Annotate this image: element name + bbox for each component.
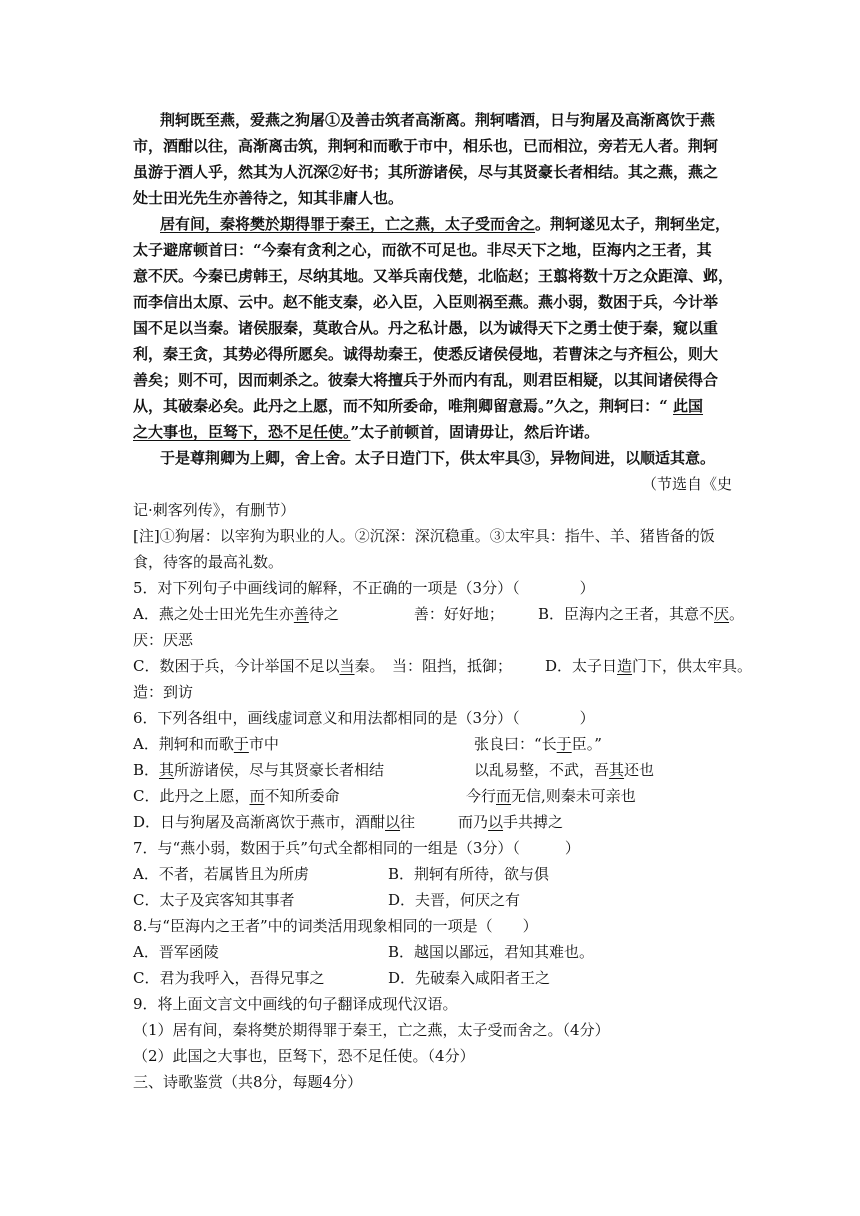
q6-d2-underlined: 以	[488, 813, 504, 831]
q5-b-underlined: 厌	[714, 605, 730, 623]
q5-c-gloss: 秦。 当：阻挡，抵御；	[354, 657, 513, 675]
q7-option-c: C．太子及宾客知其事者	[133, 891, 295, 909]
passage-p2-line2: 太子避席顿首曰：“今秦有贪利之心，而欲不可足也。非尽天下之地，臣海内之王者，其	[133, 241, 712, 259]
passage-p1-line3: 虽游于酒人乎，然其为人沉深②好书；其所游诸侯，尽与其贤豪长者相结。其之燕，燕之	[133, 163, 719, 181]
q6-a1-text: A．荆轲和而歌	[133, 735, 234, 753]
underlined-sentence-2a: 此国	[673, 397, 704, 415]
q6-c1-rest: 不知所委命	[264, 787, 340, 805]
q6-d1-underlined: 以	[385, 813, 401, 831]
notes-line2: 食，待客的最高礼数。	[133, 553, 284, 571]
q5-option-d-gloss: 造：到访	[133, 683, 194, 701]
q5-d-rest: 门下，供太牢具。	[632, 657, 753, 675]
q5-b-punct: 。	[729, 605, 745, 623]
q6-a2-underlined: 于	[556, 735, 572, 753]
passage-p2-line9	[133, 422, 599, 442]
underlined-sentence-2-start	[673, 396, 703, 416]
q6-d2-text: 而乃	[458, 813, 489, 831]
q6-d1-text: D．日与狗屠及高渐离饮于燕市，酒酣	[133, 813, 386, 831]
section-title-poetry: 三、诗歌鉴赏（共8分，每题4分）	[133, 1073, 363, 1091]
q8-option-c: C．君为我呼入，吾得兄事之	[133, 969, 325, 987]
q6-b1-underlined: 其	[159, 761, 175, 779]
q5-a-underlined: 善	[293, 605, 309, 623]
q5-option-c	[133, 656, 512, 676]
passage-p1-line4: 处士田光先生亦善待之，知其非庸人也。	[133, 189, 404, 207]
q5-option-b-gloss: 厌：厌恶	[133, 631, 194, 649]
q7-option-b: B．荆轲有所待，欲与俱	[388, 865, 550, 883]
q9-stem: 9．将上面文言文中画线的句子翻译成现代汉语。	[133, 995, 458, 1013]
q6-d1-rest: 往	[400, 813, 416, 831]
q6-c2-text: 今行	[466, 787, 497, 805]
q6-c1-text: C．此丹之上愿，	[133, 787, 250, 805]
q5-option-d	[545, 656, 752, 676]
q5-d-text: D．太子日	[545, 657, 618, 675]
q9-sentence-1: （1）居有间，秦将樊於期得罪于秦王，亡之燕，太子受而舍之。（4分）	[133, 1021, 610, 1039]
passage-p2-line1-rest: 。荆轲遂见太子，荆轲坐定，	[535, 215, 731, 233]
q8-option-b: B．越国以鄙远，君知其难也。	[388, 943, 595, 961]
notes-line1: [注]①狗屠：以宰狗为职业的人。②沉深：深沉稳重。③太牢具：指牛、羊、猪皆备的饭	[133, 527, 715, 545]
q5-a-text: A．燕之处士田光先生亦	[133, 605, 294, 623]
q6-option-a-right	[474, 734, 602, 754]
passage-p2-line6: 利，秦王贪，其势必得所愿矣。诚得劫秦王，使悉反诸侯侵地，若曹沫之与齐桓公，则大	[133, 345, 719, 363]
q6-stem: 6．下列各组中，画线虚词意义和用法都相同的是（3分）（ ）	[133, 709, 595, 727]
passage-p2-line1	[160, 214, 730, 234]
passage-p2-line8: 从，其破秦必矣。此丹之上愿，而不知所委命，唯荆卿留意焉。”久之，荆轲曰：“	[133, 397, 668, 415]
passage-p2-line9-rest: ”太子前顿首，固请毋让，然后许诺。	[350, 423, 600, 441]
q6-a2-text: 张良曰：“长	[474, 735, 557, 753]
q6-c2-rest: 无信,则秦未可亲也	[511, 787, 636, 805]
q6-option-c-right	[466, 786, 636, 806]
q8-option-a: A．晋军函陵	[133, 943, 219, 961]
q6-b1-text: B．	[133, 761, 160, 779]
q6-option-c-left	[133, 786, 340, 806]
q6-b2-underlined: 其	[609, 761, 625, 779]
q7-option-d: D．夫晋，何厌之有	[388, 891, 521, 909]
q7-stem: 7．与“燕小弱，数困于兵”句式全都相同的一组是（3分）（ ）	[133, 839, 580, 857]
q8-stem: 8.与“臣海内之王者”中的词类活用现象相同的一项是（ ）	[133, 917, 538, 935]
q6-option-d-left	[133, 812, 415, 832]
q5-d-underlined: 造	[617, 657, 633, 675]
passage-p2-line4: 而李信出太原、云中。赵不能支秦，必入臣，入臣则祸至燕。燕小弱，数困于兵，今计举	[133, 293, 719, 311]
source-line1: （节选自《史	[641, 475, 732, 493]
q5-option-a	[133, 604, 504, 624]
passage-p1-line1: 荆轲既至燕，爱燕之狗屠①及善击筑者高渐离。荆轲嗜酒，日与狗屠及高渐离饮于燕	[160, 111, 716, 129]
passage-p2-line7: 善矣；则不可，因而刺杀之。彼秦大将擅兵于外而内有乱，则君臣相疑，以其间诸侯得合	[133, 371, 719, 389]
q6-b2-text: 以乱易整，不武，吾	[474, 761, 610, 779]
passage-p2-line5: 国不足以当秦。诸侯服秦，莫敢合从。丹之私计愚，以为诚得天下之勇士使于秦，窥以重	[133, 319, 719, 337]
q5-a-gloss: 待之 善：好好地；	[308, 605, 504, 623]
passage-p2-line3: 意不厌。今秦已虏韩王，尽纳其地。又举兵南伐楚，北临赵；王翦将数十万之众距漳、邺，	[133, 267, 734, 285]
q6-option-b-left	[133, 760, 384, 780]
q9-sentence-2: （2）此国之大事也，臣驽下，恐不足任使。（4分）	[133, 1047, 475, 1065]
underlined-sentence-1: 居有间，秦将樊於期得罪于秦王，亡之燕，太子受而舍之	[160, 215, 536, 233]
q6-a1-underlined: 于	[233, 735, 249, 753]
q5-option-b	[538, 604, 744, 624]
passage-p1-line2: 市，酒酣以往，高渐离击筑，荆轲和而歌于市中，相乐也，已而相泣，旁若无人者。荆轲	[133, 137, 719, 155]
q6-b2-rest: 还也	[624, 761, 655, 779]
underlined-sentence-2b: 之大事也，臣驽下，恐不足任使。	[133, 423, 351, 441]
q6-option-a-left	[133, 734, 279, 754]
q6-c2-underlined: 而	[496, 787, 512, 805]
q8-option-d: D．先破秦入咸阳者王之	[388, 969, 551, 987]
source-line2: 记·刺客列传》，有删节）	[133, 501, 296, 519]
passage-p3-line1: 于是尊荆卿为上卿，舍上舍。太子日造门下，供太牢具③，异物间进，以顺适其意。	[160, 449, 716, 467]
q6-option-b-right	[474, 760, 654, 780]
q6-b1-rest: 所游诸侯，尽与其贤豪长者相结	[174, 761, 385, 779]
q5-c-text: C．数困于兵，今计举国不足以	[133, 657, 340, 675]
q6-option-d-right	[458, 812, 563, 832]
q5-b-text: B．臣海内之王者，其意不	[538, 605, 715, 623]
q6-a2-rest: 臣。”	[571, 735, 602, 753]
q6-d2-rest: 手共搏之	[503, 813, 564, 831]
q6-a1-rest: 市中	[248, 735, 279, 753]
q7-option-a: A．不者，若属皆且为所虏	[133, 865, 309, 883]
q5-stem: 5．对下列句子中画线词的解释，不正确的一项是（3分）（ ）	[133, 579, 595, 597]
q6-c1-underlined: 而	[249, 787, 265, 805]
q5-c-underlined: 当	[339, 657, 355, 675]
